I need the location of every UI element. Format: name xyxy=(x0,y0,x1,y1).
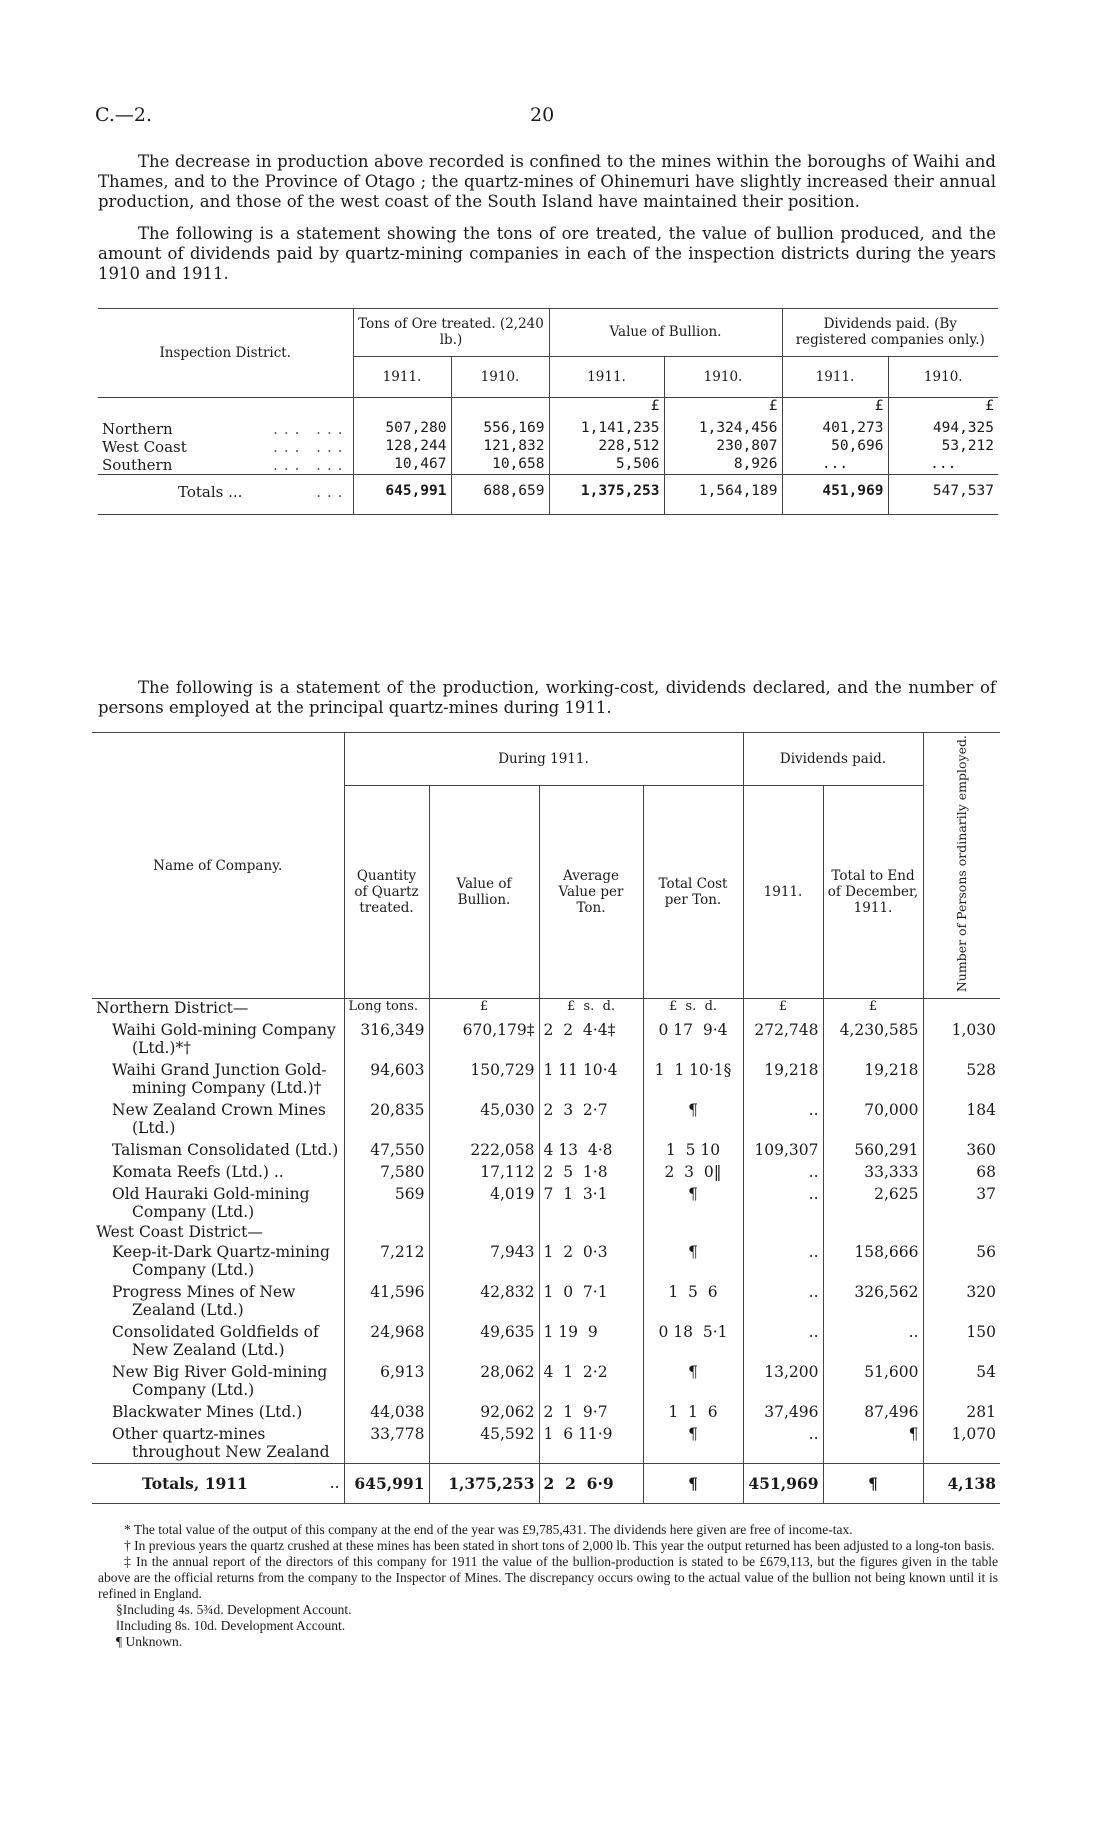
unit-label: £ xyxy=(429,999,539,1019)
col-group-bullion: Value of Bullion. xyxy=(549,309,782,357)
cell: 1 0 7·1 xyxy=(539,1281,643,1321)
cell: 8,926 xyxy=(664,456,782,475)
cell: 87,496 xyxy=(823,1401,923,1423)
cell: 645,991 xyxy=(353,474,451,514)
totals-label: Totals, 1911 .. xyxy=(142,1473,340,1493)
cell: 53,212 xyxy=(888,438,998,456)
table-row xyxy=(92,1019,1000,1059)
cell: 4,230,585 xyxy=(823,1019,923,1059)
cell: 1,375,253 xyxy=(429,1463,539,1503)
cell: 54 xyxy=(923,1361,1000,1401)
table-row xyxy=(92,1321,1000,1361)
cell: 70,000 xyxy=(823,1099,923,1139)
cell: 109,307 xyxy=(743,1139,823,1161)
cell: 0 17 9·4 xyxy=(643,1019,743,1059)
cell: 1 5 10 xyxy=(643,1139,743,1161)
cell: 121,832 xyxy=(451,438,549,456)
cell: 41,596 xyxy=(344,1281,429,1321)
unit-label: £ s. d. xyxy=(643,999,743,1019)
cell: ¶ xyxy=(643,1361,743,1401)
cell: 670,179‡ xyxy=(429,1019,539,1059)
pound-sign: £ xyxy=(782,398,888,420)
cell: 37 xyxy=(923,1183,1000,1223)
table-row xyxy=(92,1241,1000,1281)
cell: 50,696 xyxy=(782,438,888,456)
col-average-value: Average Value per Ton. xyxy=(539,786,643,999)
cell: 360 xyxy=(923,1139,1000,1161)
cell: 560,291 xyxy=(823,1139,923,1161)
pound-sign: £ xyxy=(549,398,664,420)
footnotes xyxy=(98,1522,998,1650)
cell: 1 1 10·1§ xyxy=(643,1059,743,1099)
district-summary-table xyxy=(98,308,998,515)
cell: 7 1 3·1 xyxy=(539,1183,643,1223)
district-name: West Coast ... ... xyxy=(102,437,349,456)
cell: 44,038 xyxy=(344,1401,429,1423)
cell: 37,496 xyxy=(743,1401,823,1423)
col-tons-1911: 1911. xyxy=(353,356,451,397)
cell: 51,600 xyxy=(823,1361,923,1401)
company-name: Progress Mines of New Zealand (Ltd.) xyxy=(112,1282,296,1319)
col-group-tons: Tons of Ore treated. (2,240 lb.) xyxy=(353,309,549,357)
cell: 1,375,253 xyxy=(549,474,664,514)
cell: 326,562 xyxy=(823,1281,923,1321)
cell: 1 1 6 xyxy=(643,1401,743,1423)
table-row xyxy=(92,1161,1000,1183)
statement-text xyxy=(98,678,996,718)
unit-label: Long tons. xyxy=(344,999,429,1019)
cell: ¶ xyxy=(643,1423,743,1464)
col-div-1911: 1911. xyxy=(782,356,888,397)
col-persons-employed: Number of Persons ordinarily employed. xyxy=(923,733,1000,999)
cell: 222,058 xyxy=(429,1139,539,1161)
cell: 1,030 xyxy=(923,1019,1000,1059)
company-name: Consolidated Goldfields of New Zealand (Ltd.) xyxy=(112,1322,319,1359)
cell: 494,325 xyxy=(888,420,998,438)
table-row xyxy=(92,1423,1000,1464)
cell: 49,635 xyxy=(429,1321,539,1361)
company-name: Blackwater Mines (Ltd.) xyxy=(112,1402,303,1421)
cell: 19,218 xyxy=(823,1059,923,1099)
cell: 4,138 xyxy=(923,1463,1000,1503)
cell: 24,968 xyxy=(344,1321,429,1361)
cell: ¶ xyxy=(823,1423,923,1464)
cell: 451,969 xyxy=(782,474,888,514)
cell: 10,658 xyxy=(451,456,549,475)
cell: 281 xyxy=(923,1401,1000,1423)
cell: ¶ xyxy=(643,1463,743,1503)
footnote: §Including 4s. 5¾d. Development Account. xyxy=(116,1602,352,1617)
company-name: New Big River Gold-mining Company (Ltd.) xyxy=(112,1362,328,1399)
cell: .. xyxy=(743,1321,823,1361)
table-row xyxy=(92,1401,1000,1423)
cell: 2 5 1·8 xyxy=(539,1161,643,1183)
col-inspection-district: Inspection District. xyxy=(98,309,353,398)
cell: .. xyxy=(743,1099,823,1139)
cell: 320 xyxy=(923,1281,1000,1321)
company-name: Old Hauraki Gold-mining Company (Ltd.) xyxy=(112,1184,310,1221)
cell: 316,349 xyxy=(344,1019,429,1059)
table-row xyxy=(92,1281,1000,1321)
footnote: ‖Including 8s. 10d. Development Account. xyxy=(116,1618,346,1633)
cell: 4 13 4·8 xyxy=(539,1139,643,1161)
table-row xyxy=(98,438,998,456)
company-name: Waihi Grand Junction Gold-mining Company (Ltd.)† xyxy=(112,1060,327,1097)
units-row xyxy=(92,999,1000,1019)
cell: 688,659 xyxy=(451,474,549,514)
col-company-name: Name of Company. xyxy=(92,733,344,999)
cell: 68 xyxy=(923,1161,1000,1183)
statement-paragraph: The following is a statement of the production, working-cost, dividends declared, and the number of persons employed at the principal quartz-mines during 1911. xyxy=(98,678,996,717)
cell: 569 xyxy=(344,1183,429,1223)
col-quantity: Quantity of Quartz treated. xyxy=(344,786,429,999)
cell: 19,218 xyxy=(743,1059,823,1099)
cell: .. xyxy=(743,1183,823,1223)
table-row xyxy=(98,456,998,475)
col-bullion-1910: 1910. xyxy=(664,356,782,397)
cell: 56 xyxy=(923,1241,1000,1281)
cell: 547,537 xyxy=(888,474,998,514)
cell: .. xyxy=(743,1281,823,1321)
totals-row xyxy=(92,1463,1000,1503)
cell: 4 1 2·2 xyxy=(539,1361,643,1401)
cell: 1,070 xyxy=(923,1423,1000,1464)
cell: 45,030 xyxy=(429,1099,539,1139)
footnote: * The total value of the output of this company at the end of the year was £9,785,431. The dividends here given are free of income-tax. xyxy=(124,1522,853,1537)
company-name: Komata Reefs (Ltd.) .. xyxy=(112,1162,284,1181)
cell: 1,564,189 xyxy=(664,474,782,514)
col-value: Value of Bullion. xyxy=(429,786,539,999)
section-heading-row xyxy=(92,1223,1000,1241)
cell: 4,019 xyxy=(429,1183,539,1223)
cell: 158,666 xyxy=(823,1241,923,1281)
totals-row xyxy=(98,474,998,514)
cell: 92,062 xyxy=(429,1401,539,1423)
cell: 33,333 xyxy=(823,1161,923,1183)
cell: 401,273 xyxy=(782,420,888,438)
cell: 1,141,235 xyxy=(549,420,664,438)
cell: 272,748 xyxy=(743,1019,823,1059)
cell: 2 1 9·7 xyxy=(539,1401,643,1423)
col-tons-1910: 1910. xyxy=(451,356,549,397)
cell: 2 2 6·9 xyxy=(539,1463,643,1503)
unit-label: £ s. d. xyxy=(539,999,643,1019)
cell: ... xyxy=(782,456,888,475)
cell: 1 11 10·4 xyxy=(539,1059,643,1099)
cell: 1 2 0·3 xyxy=(539,1241,643,1281)
cell: 150 xyxy=(923,1321,1000,1361)
cell: 42,832 xyxy=(429,1281,539,1321)
cell: .. xyxy=(743,1161,823,1183)
col-total-cost: Total Cost per Ton. xyxy=(643,786,743,999)
cell: 10,467 xyxy=(353,456,451,475)
intro-paragraph-2: The following is a statement showing the tons of ore treated, the value of bullion produced, and the amount of dividends paid by quartz-mining companies in each of the inspection districts during the years 1910 and 1911. xyxy=(98,224,996,283)
company-name: New Zealand Crown Mines (Ltd.) xyxy=(112,1100,326,1137)
table-row xyxy=(92,1099,1000,1139)
cell: 45,592 xyxy=(429,1423,539,1464)
pound-sign: £ xyxy=(888,398,998,420)
col-div-1910: 1910. xyxy=(888,356,998,397)
cell: 1 6 11·9 xyxy=(539,1423,643,1464)
cell: 2 3 2·7 xyxy=(539,1099,643,1139)
company-name: Other quartz-mines throughout New Zealand xyxy=(112,1424,330,1461)
district-name: Northern ... ... xyxy=(102,419,349,438)
totals-label: Totals ... ... xyxy=(178,482,349,501)
cell: ... xyxy=(888,456,998,475)
cell: 94,603 xyxy=(344,1059,429,1099)
footnote: ¶ Unknown. xyxy=(116,1634,183,1649)
cell: .. xyxy=(743,1423,823,1464)
cell: ¶ xyxy=(643,1099,743,1139)
table-row xyxy=(92,1361,1000,1401)
pound-sign: £ xyxy=(664,398,782,420)
company-name: Waihi Gold-mining Company (Ltd.)*† xyxy=(112,1020,336,1057)
cell: 5,506 xyxy=(549,456,664,475)
intro-paragraph-1: The decrease in production above recorded is confined to the mines within the boroughs of Waihi and Thames, and to the Province of Otago ; the quartz-mines of Ohinemuri have slightly increased their annual production, and those of the west coast of the South Island have maintained their position. xyxy=(98,152,996,211)
footnote: ‡ In the annual report of the directors of this company for 1911 the value of the bullion-production is stated to be £679,113, but the figures given in the table above are the official returns from the company to the Inspector of Mines. The discrepancy occurs owing to the actual value of the bullion not being known until it is refined in England. xyxy=(98,1554,998,1601)
cell: 7,212 xyxy=(344,1241,429,1281)
cell: 47,550 xyxy=(344,1139,429,1161)
cell: 2 3 0‖ xyxy=(643,1161,743,1183)
cell: .. xyxy=(823,1321,923,1361)
cell: 645,991 xyxy=(344,1463,429,1503)
table-row xyxy=(98,420,998,438)
page-number: 20 xyxy=(530,104,555,126)
col-group-dividends: Dividends paid. (By registered companies only.) xyxy=(782,309,998,357)
cell: ¶ xyxy=(643,1183,743,1223)
intro-text xyxy=(98,152,996,284)
cell: 13,200 xyxy=(743,1361,823,1401)
section-heading: Northern District— xyxy=(96,999,249,1018)
cell: 17,112 xyxy=(429,1161,539,1183)
cell: 150,729 xyxy=(429,1059,539,1099)
cell: 507,280 xyxy=(353,420,451,438)
unit-label: £ xyxy=(743,999,823,1019)
col-dividends-total: Total to End of December, 1911. xyxy=(823,786,923,999)
district-name: Southern ... ... xyxy=(102,455,349,474)
cell: 1 5 6 xyxy=(643,1281,743,1321)
cell: .. xyxy=(743,1241,823,1281)
cell: 6,913 xyxy=(344,1361,429,1401)
col-dividends-1911: 1911. xyxy=(743,786,823,999)
company-name: Keep-it-Dark Quartz-mining Company (Ltd.) xyxy=(112,1242,330,1279)
principal-mines-table xyxy=(92,732,1000,1504)
col-bullion-1911: 1911. xyxy=(549,356,664,397)
section-heading: West Coast District— xyxy=(96,1222,263,1241)
table-row xyxy=(92,1183,1000,1223)
table-row xyxy=(92,1059,1000,1099)
cell: 528 xyxy=(923,1059,1000,1099)
cell: 451,969 xyxy=(743,1463,823,1503)
cell: 0 18 5·1 xyxy=(643,1321,743,1361)
company-name: Talisman Consolidated (Ltd.) xyxy=(112,1140,339,1159)
cell: 128,244 xyxy=(353,438,451,456)
cell: 556,169 xyxy=(451,420,549,438)
cell: 33,778 xyxy=(344,1423,429,1464)
cell: 1,324,456 xyxy=(664,420,782,438)
cell: 184 xyxy=(923,1099,1000,1139)
cell: 7,943 xyxy=(429,1241,539,1281)
col-group-dividends-paid: Dividends paid. xyxy=(743,733,923,786)
cell: 7,580 xyxy=(344,1161,429,1183)
cell: 20,835 xyxy=(344,1099,429,1139)
cell: 2 2 4·4‡ xyxy=(539,1019,643,1059)
cell: ¶ xyxy=(643,1241,743,1281)
cell: 2,625 xyxy=(823,1183,923,1223)
cell: 1 19 9 xyxy=(539,1321,643,1361)
unit-label: £ xyxy=(823,999,923,1019)
cell: 230,807 xyxy=(664,438,782,456)
footnote: † In previous years the quartz crushed at these mines has been stated in short tons of 2,000 lb. This year the output returned has been adjusted to a long-ton basis. xyxy=(124,1538,995,1553)
cell: 228,512 xyxy=(549,438,664,456)
col-group-during-1911: During 1911. xyxy=(344,733,743,786)
cell: 28,062 xyxy=(429,1361,539,1401)
report-code: C.—2. xyxy=(95,104,153,126)
cell: ¶ xyxy=(823,1463,923,1503)
table-row xyxy=(92,1139,1000,1161)
